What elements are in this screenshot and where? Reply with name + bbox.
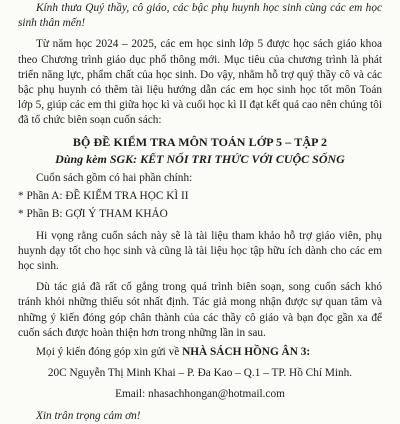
intro-paragraph: Từ năm học 2024 – 2025, các em học sinh lớp 5 được học sách giáo khoa theo Chương trình giáo dục phổ thông mới. Mục tiêu của chương trình là phát triển năng lực, phẩm chất của học sinh. Do vậy, nhằm hỗ trợ quý thầy cô và các bậc phụ huynh có thêm tài liệu hướng dẫn các em học sinh học tốt môn Toán lớp 5, giúp các em thi giữa học kì và cuối học kì II đạt kết quả cao nên chúng tôi đã tổ chức biên soạn cuốn sách:: [18, 38, 382, 127]
part-a-label: * Phần A:: [18, 190, 66, 203]
apology-paragraph: Dù tác giả đã rất cố gắng trong quá trình biên soạn, song cuốn sách khó tránh khỏi những thiếu sót nhất định. Tác giả mong nhận được sự quan tâm và những ý kiến đóng góp chân thành của các thầy cô giáo và bạn đọc gần xa để cuốn sách được hoàn thiện hơn trong những lần in sau.: [18, 281, 382, 339]
part-a-value: ĐỀ KIỂM TRA HỌC KÌ II: [65, 190, 189, 203]
email: Email: nhasachhongan@hotmail.com: [115, 388, 285, 401]
contact-prefix: Mọi ý kiến đóng góp xin gửi về: [36, 346, 183, 359]
publisher-name: NHÀ SÁCH HỒNG ÂN 3:: [182, 346, 311, 359]
address: 20C Nguyễn Thị Minh Khai – P. Đa Kao – Q.1 – TP. Hồ Chí Minh.: [47, 367, 353, 380]
greeting: Kính thưa Quý thầy, cô giáo, các bậc phụ huynh học sinh cùng các em học sinh thân mến!: [18, 2, 382, 30]
part-b-value: GỢI Ý THAM KHẢO: [65, 208, 168, 221]
part-b-label: * Phần B:: [18, 208, 66, 221]
contact-line: [18, 345, 382, 360]
part-b: [18, 207, 382, 222]
book-title: BỘ ĐỀ KIỂM TRA MÔN TOÁN LỚP 5 – TẬP 2: [72, 134, 328, 149]
hope-paragraph: Hi vọng rằng cuốn sách này sẽ là tài liệu tham khảo hỗ trợ giáo viên, phụ huynh dạy tốt cho học sinh và cũng là tài liệu học tập hữu ích dành cho các em học sinh.: [18, 229, 382, 273]
book-subtitle: Dùng kèm SGK: KẾT NỐI TRI THỨC VỚI CUỘC SỐNG: [55, 151, 345, 166]
closing: Xin trân trọng cảm ơn!: [36, 409, 141, 422]
part-a: [18, 189, 382, 204]
parts-intro: Cuốn sách gồm có hai phần chính:: [36, 172, 193, 185]
